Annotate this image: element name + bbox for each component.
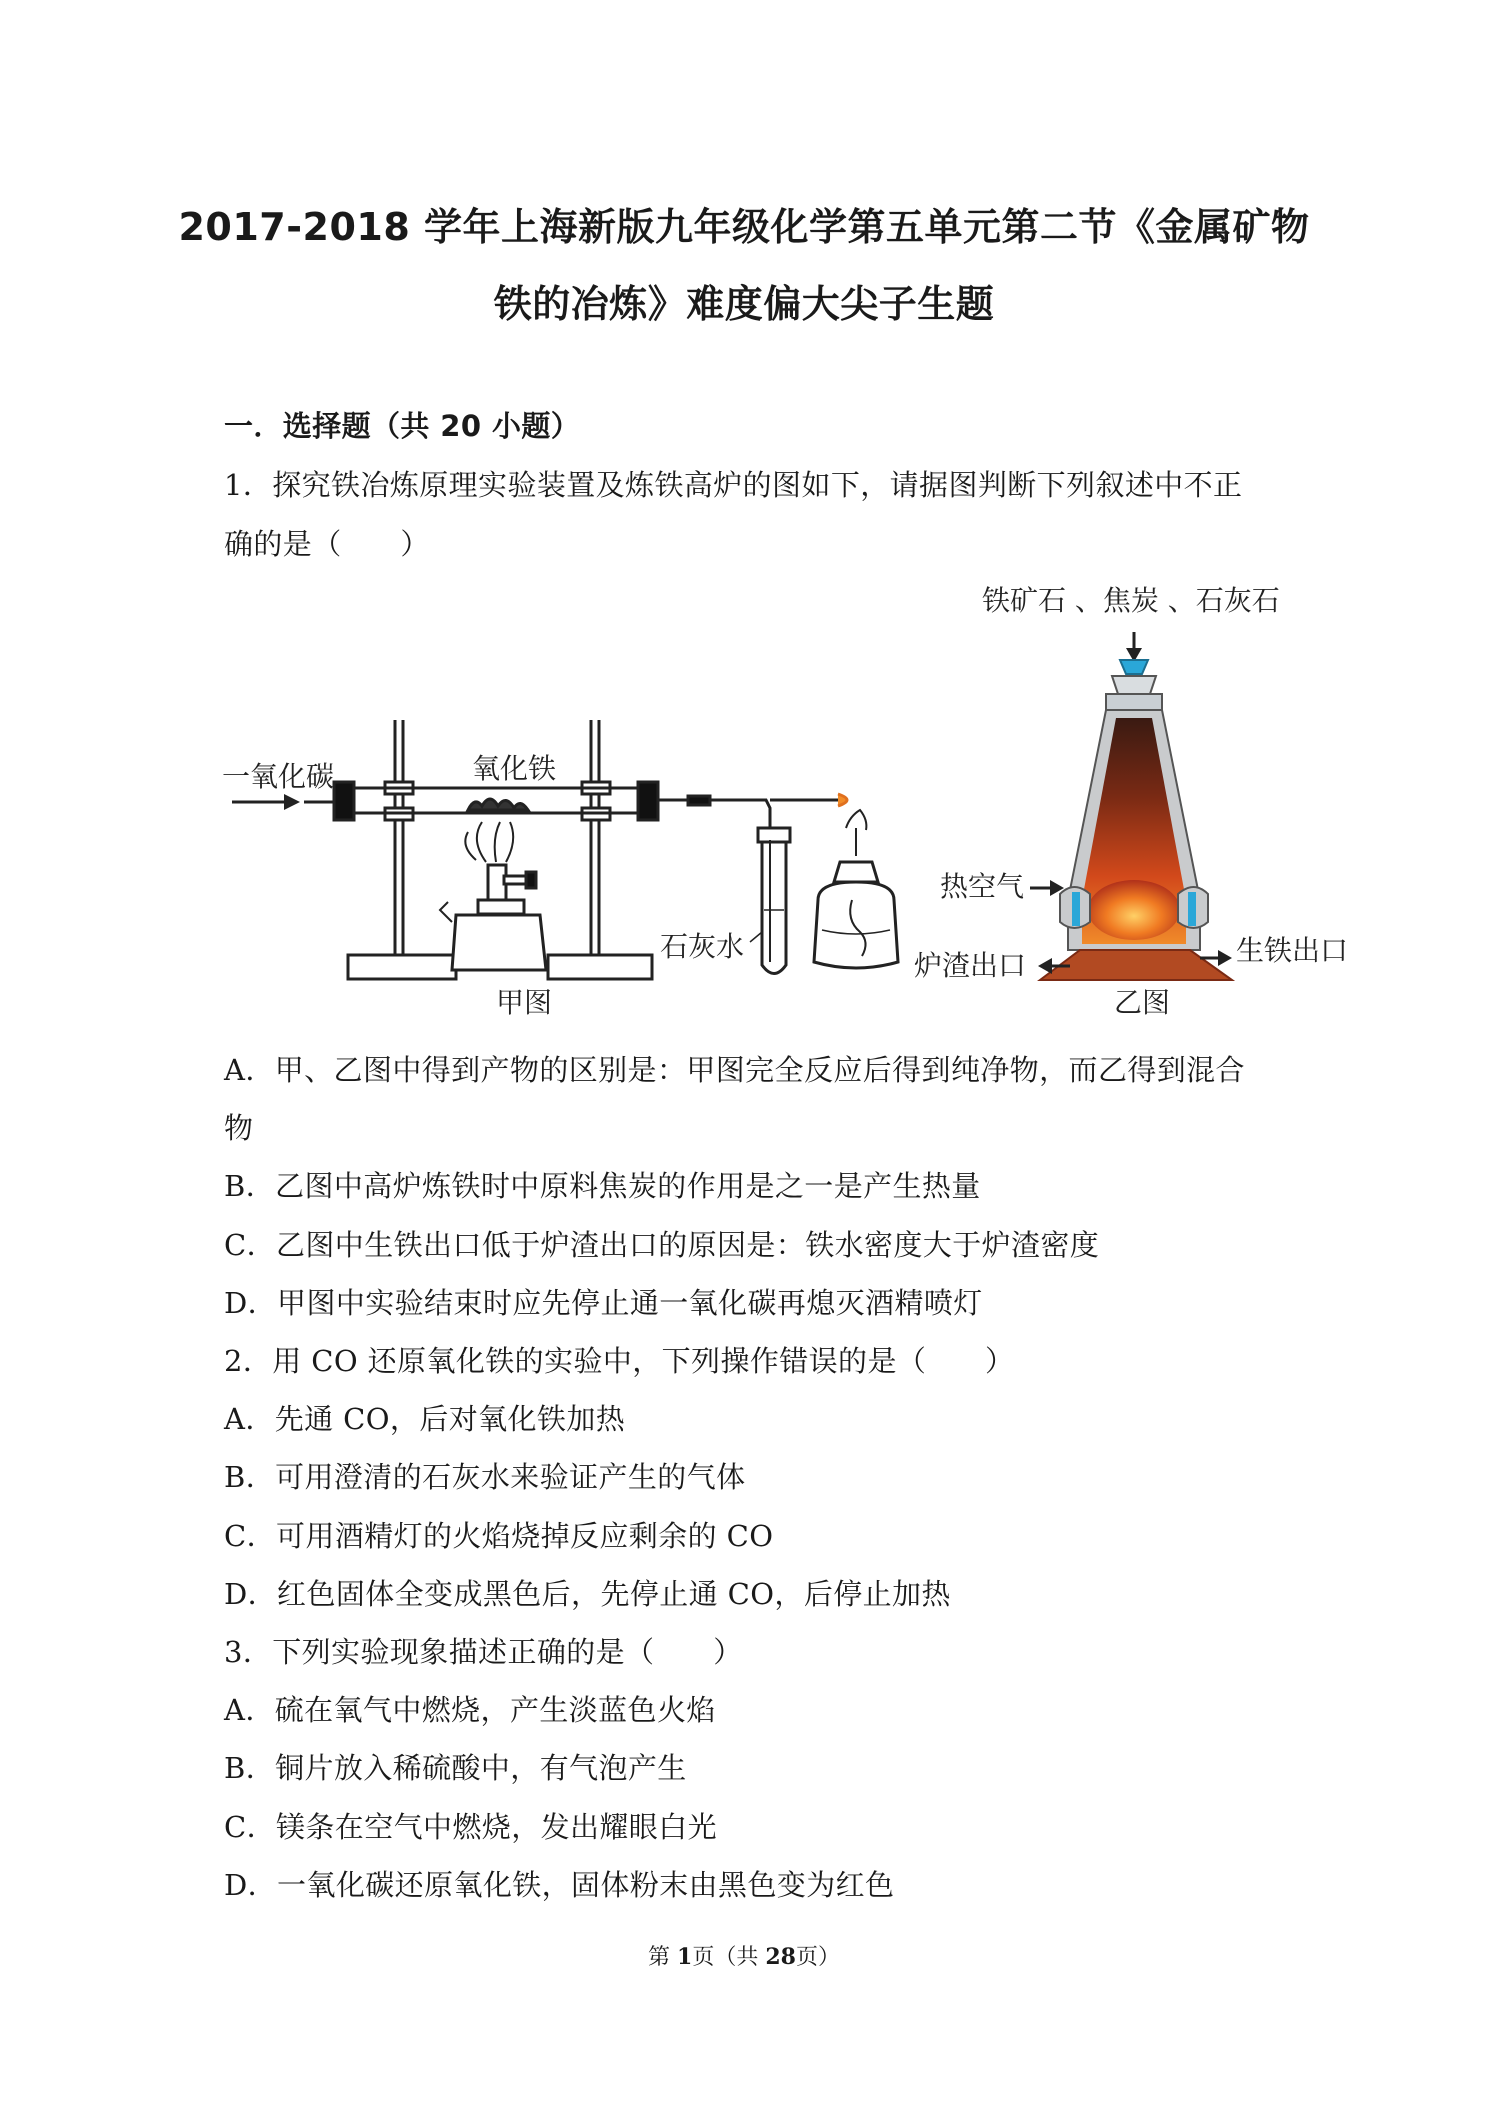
label-co: 一氧化碳 xyxy=(222,760,335,793)
label-limewater: 石灰水 xyxy=(660,930,745,963)
option-b: B．可用澄清的石灰水来验证产生的气体 xyxy=(224,1460,746,1494)
blast-furnace-yi xyxy=(1030,632,1232,980)
footer-page-number: 1 xyxy=(677,1944,693,1970)
page-footer xyxy=(0,1940,1488,1971)
option-c: C．可用酒精灯的火焰烧掉反应剩余的 CO xyxy=(224,1519,774,1553)
question-stem-line: 2．用 CO 还原氧化铁的实验中，下列操作错误的是（ ） xyxy=(224,1344,1015,1378)
title-line-2: 铁的冶炼》难度偏大尖子生题 xyxy=(493,282,995,326)
label-hot-air: 热空气 xyxy=(940,870,1025,903)
option-b: B．铜片放入稀硫酸中，有气泡产生 xyxy=(224,1751,687,1785)
option-a: A．硫在氧气中燃烧，产生淡蓝色火焰 xyxy=(224,1693,716,1727)
option-d: D．红色固体全变成黑色后，先停止通 CO，后停止加热 xyxy=(224,1577,951,1611)
option-a-continued: 物 xyxy=(224,1111,254,1145)
option-c: C．乙图中生铁出口低于炉渣出口的原因是：铁水密度大于炉渣密度 xyxy=(224,1228,1100,1262)
apparatus-jia xyxy=(304,720,898,979)
footer-middle: 页（共 xyxy=(692,1945,766,1970)
option-d: D．甲图中实验结束时应先停止通一氧化碳再熄灭酒精喷灯 xyxy=(224,1286,983,1320)
section-heading: 一．选择题（共 20 小题） xyxy=(224,409,581,443)
experiment-figure xyxy=(0,570,1488,1040)
caption-jia: 甲图 xyxy=(496,986,553,1019)
question-stem-line: 3．下列实验现象描述正确的是（ ） xyxy=(224,1635,743,1669)
title-line-1: 2017-2018 学年上海新版九年级化学第五单元第二节《金属矿物 xyxy=(178,205,1310,249)
option-b: B．乙图中高炉炼铁时中原料焦炭的作用是之一是产生热量 xyxy=(224,1169,981,1203)
option-a: A．甲、乙图中得到产物的区别是：甲图完全反应后得到纯净物，而乙得到混合 xyxy=(224,1053,1245,1087)
label-slag-outlet: 炉渣出口 xyxy=(914,949,1027,982)
label-fe2o3: 氧化铁 xyxy=(472,752,557,785)
footer-total-pages: 28 xyxy=(765,1944,796,1970)
footer-suffix: 页） xyxy=(795,1945,840,1970)
caption-yi: 乙图 xyxy=(1114,986,1171,1019)
label-iron-outlet: 生铁出口 xyxy=(1236,934,1349,967)
option-c: C．镁条在空气中燃烧，发出耀眼白光 xyxy=(224,1810,717,1844)
co-inlet-arrow-icon xyxy=(232,794,300,810)
option-a: A．先通 CO，后对氧化铁加热 xyxy=(224,1402,626,1436)
question-stem-line: 确的是（ ） xyxy=(224,527,430,561)
option-d: D．一氧化碳还原氧化铁，固体粉末由黑色变为红色 xyxy=(224,1868,895,1902)
label-feed: 铁矿石 、焦炭 、石灰石 xyxy=(982,584,1280,617)
question-stem-line: 1．探究铁冶炼原理实验装置及炼铁高炉的图如下，请据图判断下列叙述中不正 xyxy=(224,468,1243,502)
footer-prefix: 第 xyxy=(648,1945,678,1970)
